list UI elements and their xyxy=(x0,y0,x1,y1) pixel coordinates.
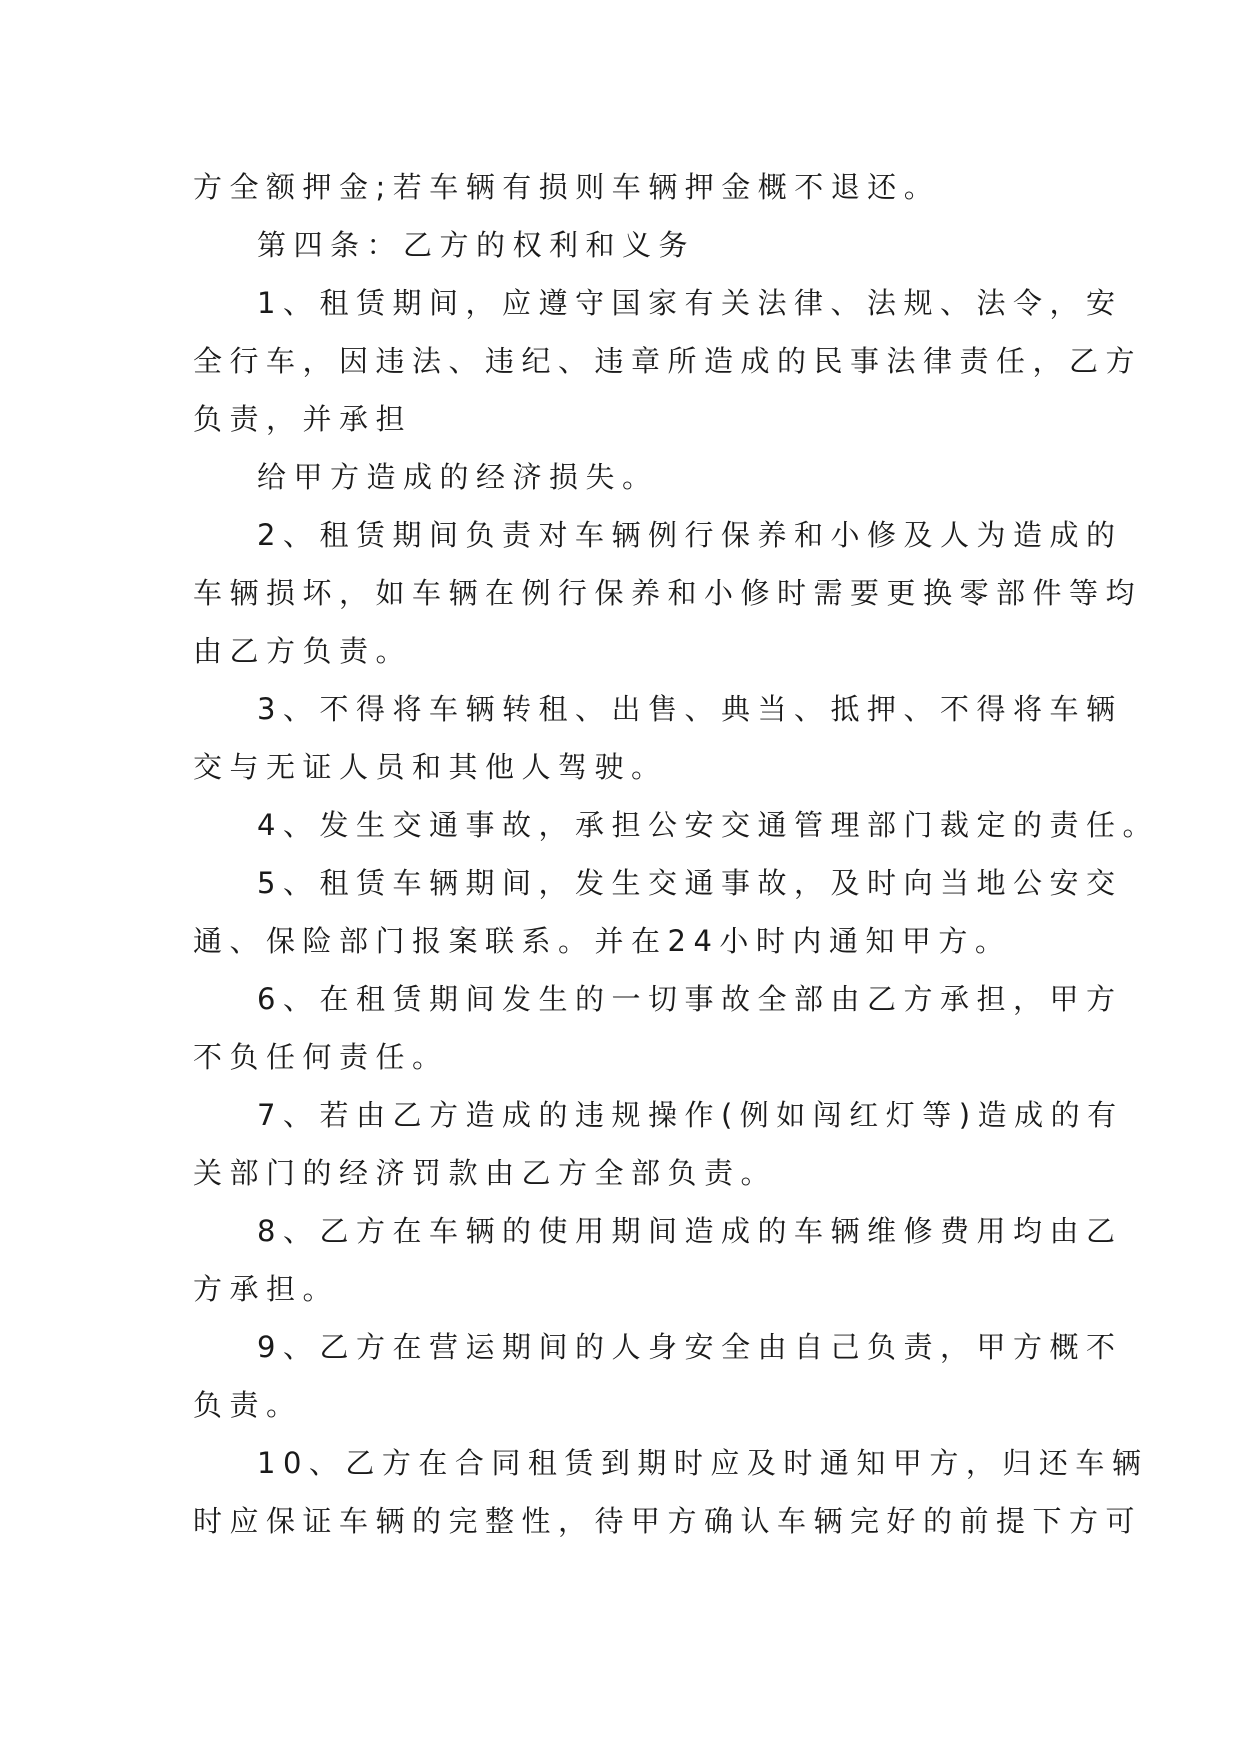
clause-3-line: 交与无证人员和其他人驾驶。 xyxy=(193,750,668,784)
clause-4-line: 4、发生交通事故，承担公安交通管理部门裁定的责任。 xyxy=(257,808,1159,842)
clause-10-line: 时应保证车辆的完整性，待甲方确认车辆完好的前提下方可 xyxy=(193,1504,1143,1538)
clause-1-line: 负责，并承担 xyxy=(193,402,413,436)
section-heading: 第四条：乙方的权利和义务 xyxy=(257,228,696,262)
clause-2-line: 2、租赁期间负责对车辆例行保养和小修及人为造成的 xyxy=(257,518,1123,552)
clause-2-line: 由乙方负责。 xyxy=(193,634,413,668)
clause-7-line: 关部门的经济罚款由乙方全部负责。 xyxy=(193,1156,778,1190)
clause-5-line: 5、租赁车辆期间，发生交通事故，及时向当地公安交 xyxy=(257,866,1123,900)
document-body xyxy=(193,158,1159,1550)
clause-7-line: 7、若由乙方造成的违规操作(例如闯红灯等)造成的有 xyxy=(257,1098,1124,1132)
clause-10-line: 10、乙方在合同租赁到期时应及时通知甲方，归还车辆 xyxy=(257,1446,1149,1480)
clause-8-line: 8、乙方在车辆的使用期间造成的车辆维修费用均由乙 xyxy=(257,1214,1123,1248)
clause-5-line: 通、保险部门报案联系。并在24小时内通知甲方。 xyxy=(193,924,1012,958)
clause-9-line: 负责。 xyxy=(193,1388,303,1422)
clause-3-line: 3、不得将车辆转租、出售、典当、抵押、不得将车辆 xyxy=(257,692,1123,726)
clause-9-line: 9、乙方在营运期间的人身安全由自己负责，甲方概不 xyxy=(257,1330,1123,1364)
clause-1-line: 1、租赁期间，应遵守国家有关法律、法规、法令，安 xyxy=(257,286,1123,320)
clause-1-line: 全行车，因违法、违纪、违章所造成的民事法律责任，乙方 xyxy=(193,344,1143,378)
clause-8-line: 方承担。 xyxy=(193,1272,340,1306)
clause-1-line: 给甲方造成的经济损失。 xyxy=(257,460,659,494)
clause-6-line: 不负任何责任。 xyxy=(193,1040,449,1074)
text-line: 方全额押金;若车辆有损则车辆押金概不退还。 xyxy=(193,170,941,204)
clause-6-line: 6、在租赁期间发生的一切事故全部由乙方承担，甲方 xyxy=(257,982,1123,1016)
clause-2-line: 车辆损坏，如车辆在例行保养和小修时需要更换零部件等均 xyxy=(193,576,1143,610)
